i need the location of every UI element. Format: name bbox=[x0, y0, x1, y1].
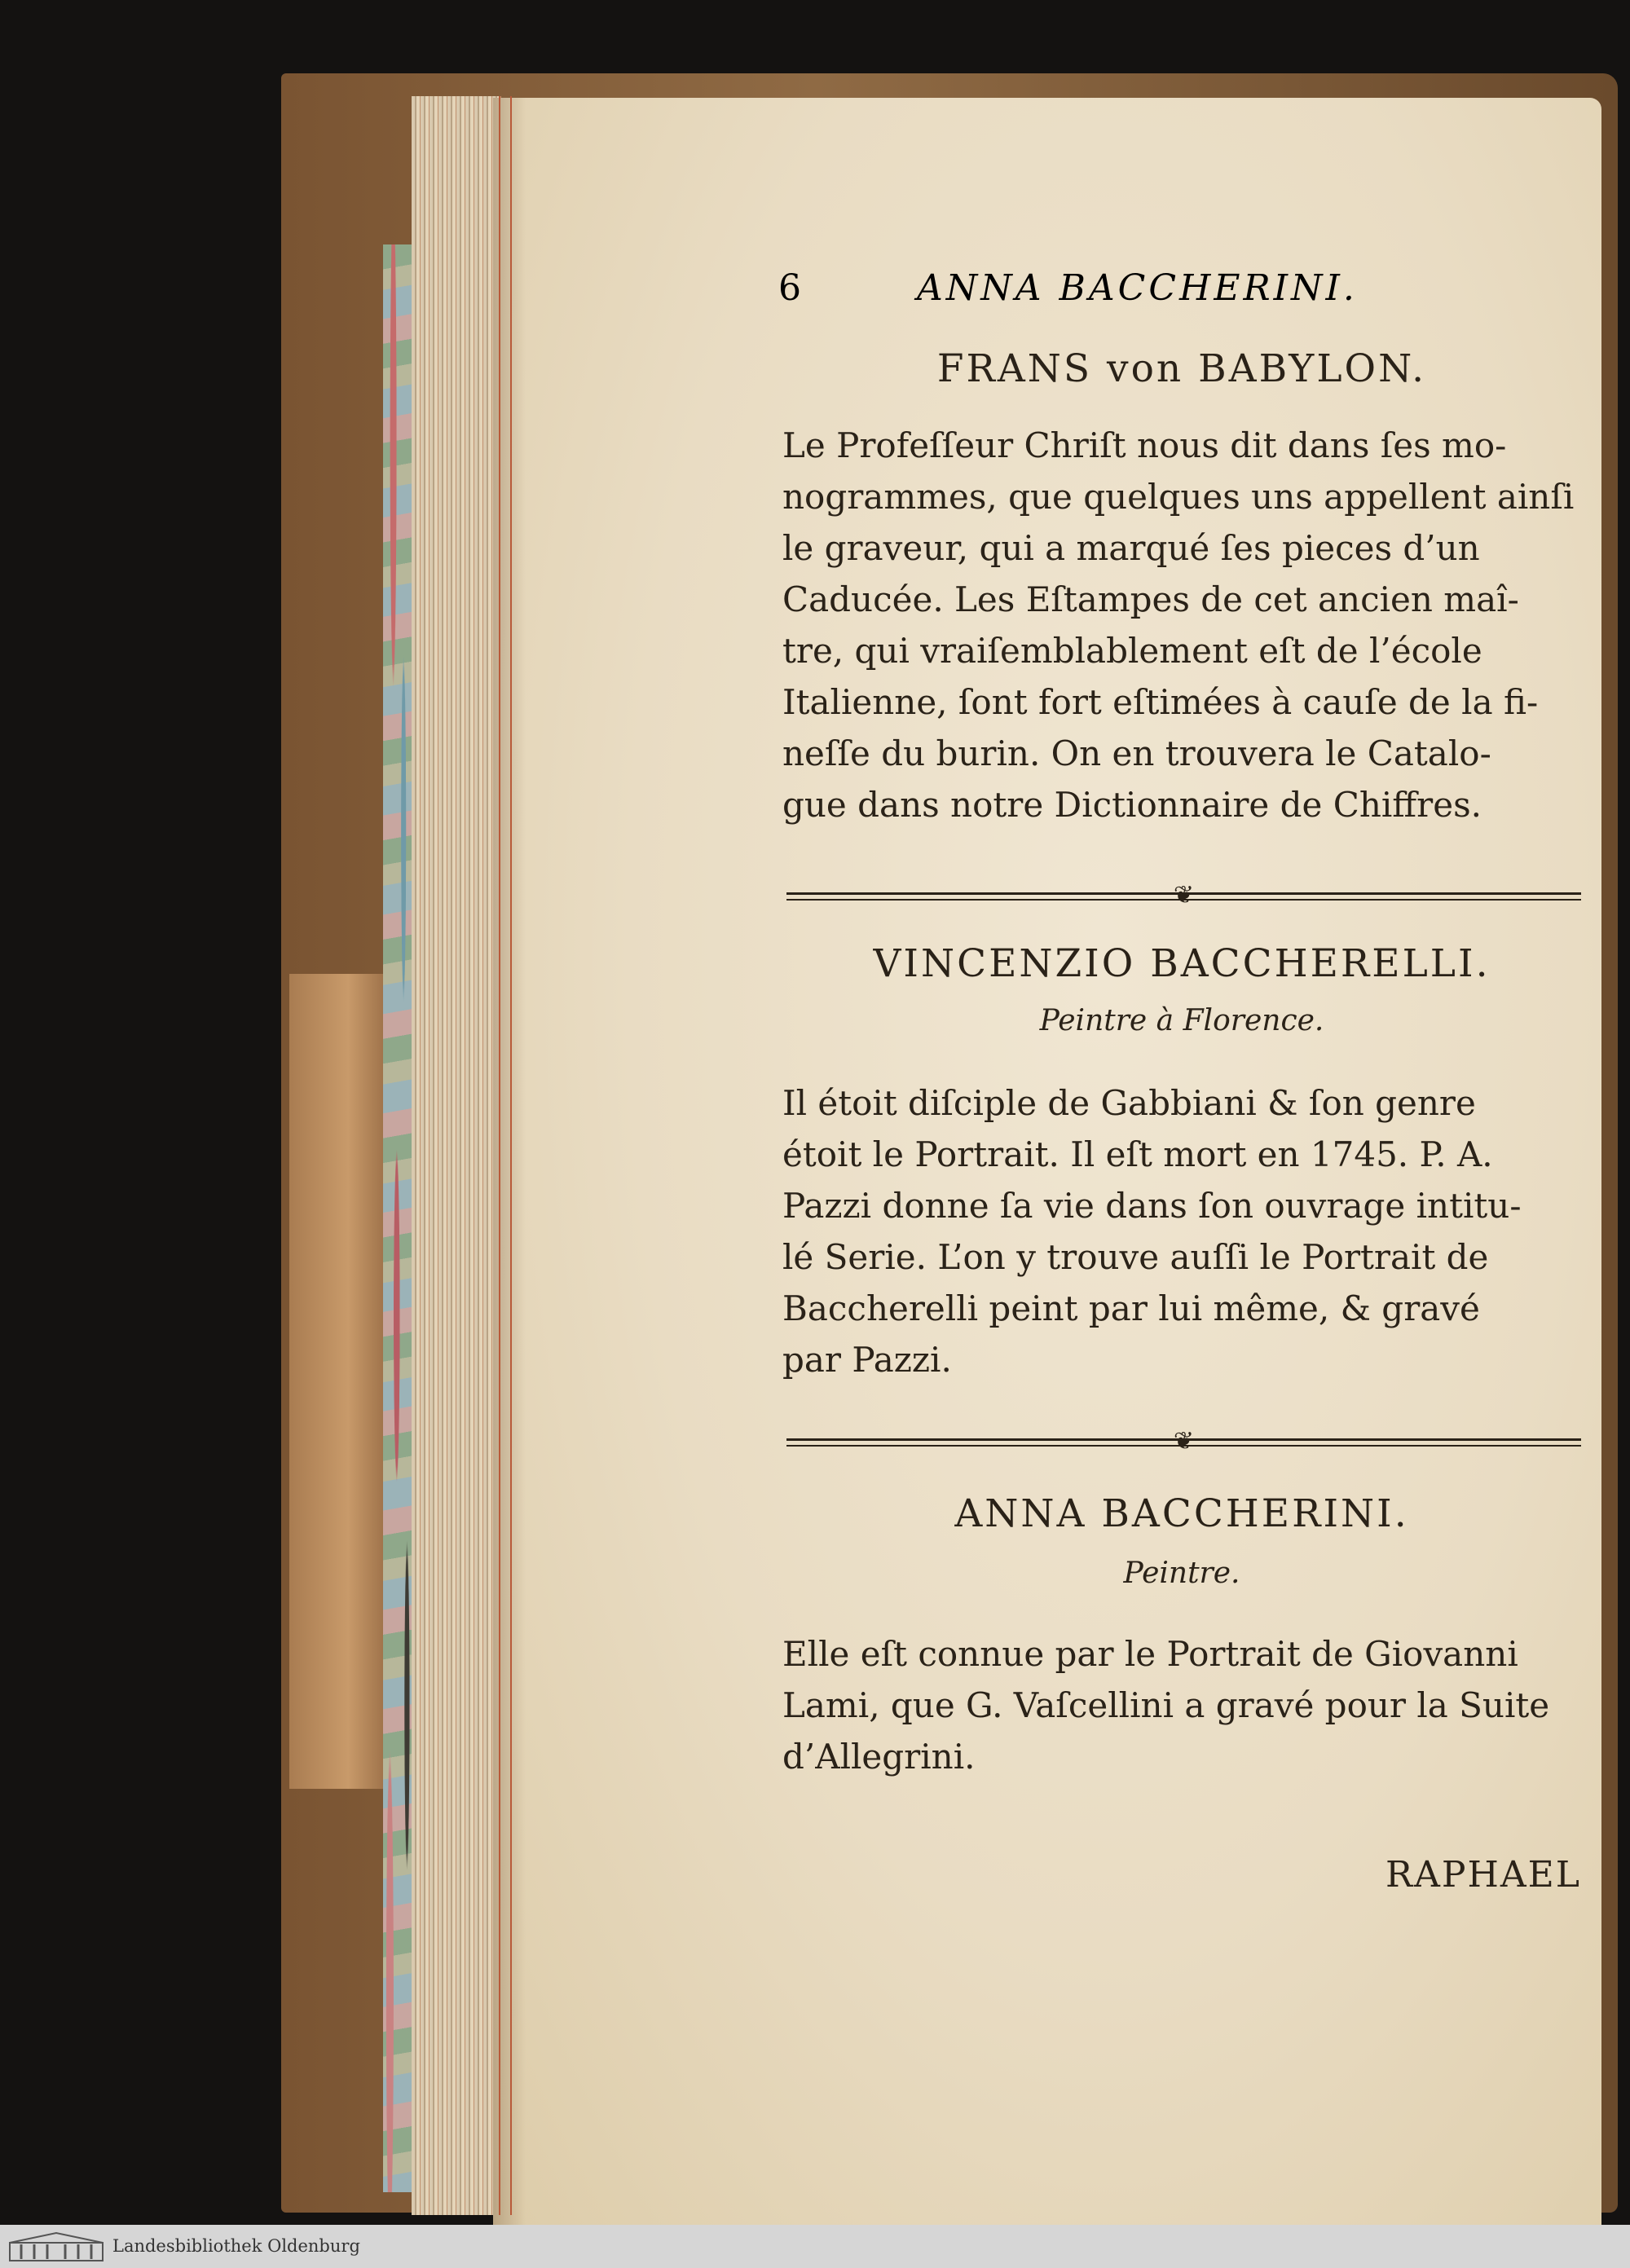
page-edges bbox=[412, 96, 501, 2215]
text-line: Italienne, ſont fort eſtimées à cauſe de la fi- bbox=[782, 682, 1539, 722]
footer-label: Landesbibliothek Oldenburg bbox=[112, 2236, 360, 2256]
spine-paper-label bbox=[289, 974, 387, 1789]
text-line: neſſe du burin. On en trouvera le Catalo- bbox=[782, 733, 1491, 773]
ornament-glyph: ❦ bbox=[1173, 1427, 1195, 1455]
gutter-lines bbox=[499, 96, 512, 2215]
entry-body-baccherelli bbox=[782, 1077, 1585, 1385]
ornament-glyph: ❦ bbox=[1173, 881, 1195, 909]
entry-heading-baccherini: ANNA BACCHERINI. bbox=[954, 1491, 1409, 1536]
text-line: tre, qui vraiſemblablement eſt de l’école bbox=[782, 631, 1482, 671]
text-line: nogrammes, que quelques uns appellent ainſi bbox=[782, 477, 1575, 517]
text-line: Lami, que G. Vaſcellini a gravé pour la Suite bbox=[782, 1685, 1550, 1725]
entry-subheading-baccherini: Peintre. bbox=[1123, 1557, 1240, 1590]
running-head bbox=[778, 267, 1585, 316]
catchword: RAPHAEL bbox=[1386, 1854, 1581, 1896]
page-number: 6 bbox=[778, 267, 803, 309]
entry-heading-babylon: FRANS von BABYLON. bbox=[936, 346, 1427, 391]
text-line: Il étoit diſciple de Gabbiani & ſon genre bbox=[782, 1083, 1476, 1123]
ornamental-rule bbox=[786, 1427, 1581, 1455]
ornamental-rule bbox=[786, 881, 1581, 909]
text-line: Caducée. Les Eſtampes de cet ancien maî- bbox=[782, 579, 1519, 619]
text-line: Le Profeſſeur Chriſt nous dit dans ſes mo- bbox=[782, 425, 1507, 465]
text-line: par Pazzi. bbox=[782, 1340, 952, 1380]
text-line: Elle eſt connue par le Portrait de Giovanni bbox=[782, 1634, 1518, 1674]
entry-heading-baccherelli: VINCENZIO BACCHERELLI. bbox=[873, 941, 1491, 986]
text-line: lé Serie. L’on y trouve auſſi le Portrait de bbox=[782, 1237, 1489, 1277]
entry-body-babylon bbox=[782, 420, 1585, 830]
text-line: le graveur, qui a marqué ſes pieces d’un bbox=[782, 528, 1480, 568]
entry-subheading-baccherelli: Peintre à Florence. bbox=[1039, 1004, 1324, 1037]
entry-body-baccherini bbox=[782, 1628, 1585, 1782]
running-title: ANNA BACCHERINI. bbox=[917, 267, 1358, 309]
text-line: Pazzi donne ſa vie dans ſon ouvrage intitu- bbox=[782, 1186, 1522, 1226]
text-line: Baccherelli peint par lui même, & gravé bbox=[782, 1288, 1480, 1328]
text-line: gue dans notre Dictionnaire de Chiffres. bbox=[782, 785, 1482, 825]
library-building-icon bbox=[8, 2231, 104, 2262]
footer-bar bbox=[0, 2225, 1630, 2268]
text-line: d’Allegrini. bbox=[782, 1737, 976, 1777]
text-line: étoit le Portrait. Il eſt mort en 1745. P. A. bbox=[782, 1134, 1493, 1174]
